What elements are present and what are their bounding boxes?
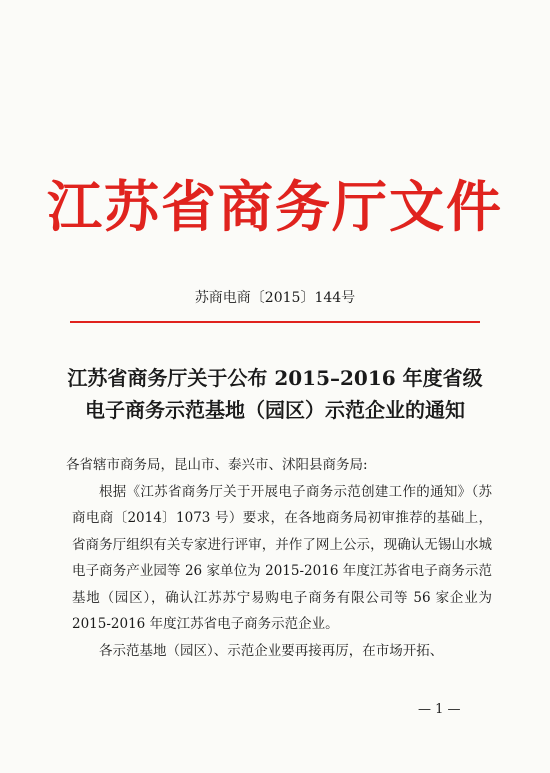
document-body	[66, 452, 492, 664]
body-paragraph-2: 各示范基地（园区）、示范企业要再接再厉，在市场开拓、	[99, 642, 444, 659]
notice-title-line-2: 电子商务示范基地（园区）示范企业的通知	[85, 398, 465, 422]
page-number: — 1 —	[418, 702, 461, 717]
notice-title-line-1: 江苏省商务厅关于公布 2015–2016 年度省级	[67, 366, 483, 390]
body-paragraph-1: 根据《江苏省商务厅关于开展电子商务示范创建工作的通知》（苏商电商〔2014〕1073 号）要求，在各地商务局初审推荐的基础上，省商务厅组织有关专家进行评审，并作了网上公示，现确认无锡山水城电子商务产业园等 26 家单位为 2015-2016 年度江苏省电子商务示范基地（园区），确认江苏苏宁易购电子商务有限公司等 56 家企业为 2015-2016 年度江苏省电子商务示范企业。	[72, 483, 492, 632]
notice-title	[0, 362, 550, 426]
document-number: 苏商电商〔2015〕144号	[194, 290, 356, 306]
red-divider-line	[70, 321, 480, 323]
document-header-title: 江苏省商务厅文件	[46, 174, 503, 239]
salutation: 各省辖市商务局，昆山市、泰兴市、沭阳县商务局:	[66, 457, 368, 473]
